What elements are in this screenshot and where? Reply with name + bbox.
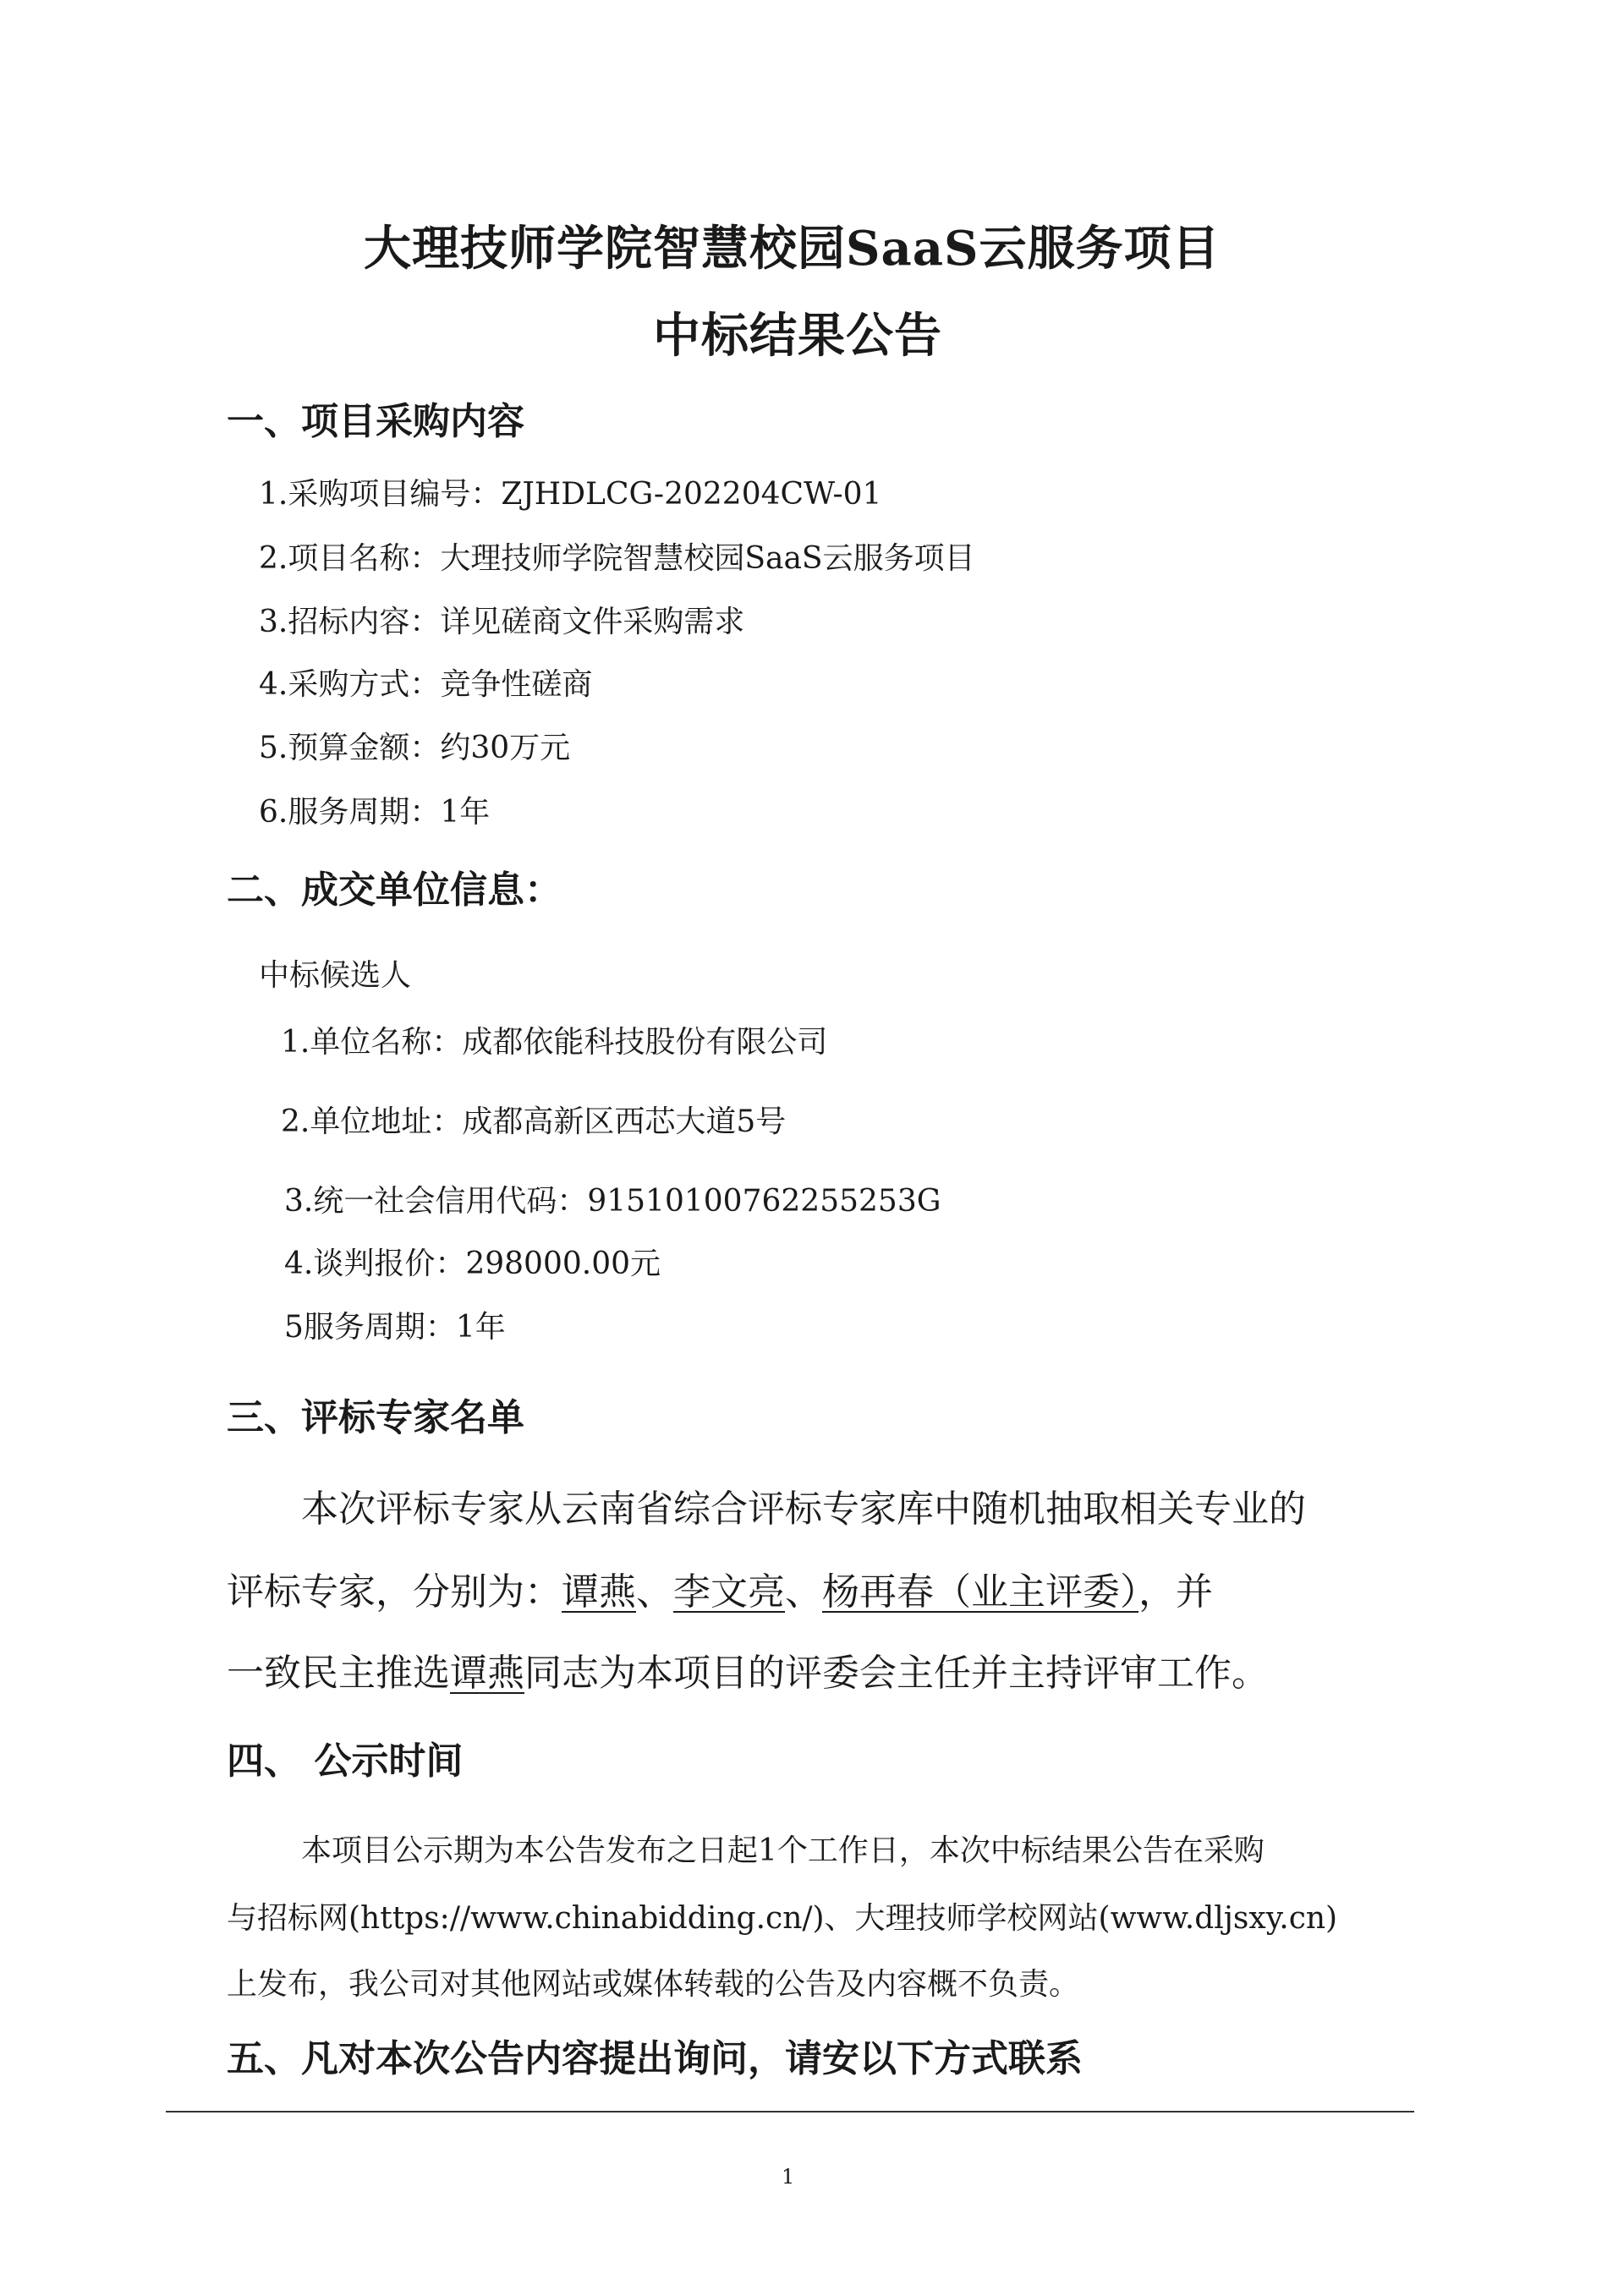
section1-item: 6.服务周期：1年: [259, 795, 491, 830]
section2-item: 2.单位地址：成都高新区西芯大道5号: [281, 1104, 787, 1139]
section4-paragraph-line: 与招标网(https://www.chinabidding.cn/)、大理技师学校网站(www.dljsxy.cn): [227, 1901, 1338, 1936]
committee-chair: 谭燕: [450, 1652, 524, 1695]
page-title-line2: 中标结果公告: [653, 308, 942, 364]
page-number: 1: [782, 2165, 795, 2189]
page-title-line1: 大理技师学院智慧校园SaaS云服务项目: [364, 221, 1221, 277]
section2-item: 5服务周期：1年: [284, 1310, 506, 1345]
section4-paragraph-line: 本项目公示期为本公告发布之日起1个工作日，本次中标结果公告在采购: [301, 1833, 1265, 1868]
expert-name: 杨再春（业主评委）: [822, 1570, 1138, 1614]
experts-intro: 评标专家，分别为：: [227, 1570, 562, 1614]
section4-paragraph-line: 上发布，我公司对其他网站或媒体转载的公告及内容概不负责。: [227, 1967, 1080, 2002]
expert-name: 李文亮: [673, 1570, 785, 1614]
section3-heading: 三、评标专家名单: [227, 1396, 524, 1439]
separator: 、: [636, 1570, 673, 1614]
section4-heading: 四、 公示时间: [227, 1740, 464, 1783]
section5-heading: 五、凡对本次公告内容提出询问，请安以下方式联系: [227, 2037, 1083, 2080]
section2-item: 4.谈判报价：298000.00元: [284, 1247, 661, 1281]
section1-item: 2.项目名称：大理技师学院智慧校园SaaS云服务项目: [259, 541, 975, 576]
section1-item: 5.预算金额：约30万元: [259, 731, 571, 765]
section2-subheading: 中标候选人: [259, 958, 412, 993]
experts-suffix: ，并: [1138, 1570, 1213, 1614]
chair-intro: 一致民主推选: [227, 1652, 450, 1695]
footer-divider: [166, 2111, 1414, 2112]
section1-item: 4.采购方式：竞争性磋商: [259, 667, 593, 702]
section1-item: 1.采购项目编号：ZJHDLCG-202204CW-01: [259, 477, 882, 512]
separator: 、: [785, 1570, 822, 1614]
section3-paragraph-line: [227, 1561, 1213, 1615]
expert-name: 谭燕: [562, 1570, 636, 1614]
section2-heading: 二、成交单位信息：: [227, 869, 562, 912]
section2-item: 1.单位名称：成都依能科技股份有限公司: [281, 1025, 828, 1060]
section1-item: 3.招标内容：详见磋商文件采购需求: [259, 605, 745, 639]
section2-item: 3.统一社会信用代码：91510100762255253G: [284, 1184, 941, 1219]
section3-paragraph-line: [227, 1642, 1269, 1696]
section1-heading: 一、项目采购内容: [227, 400, 524, 443]
section3-paragraph-line: 本次评标专家从云南省综合评标专家库中随机抽取相关专业的: [301, 1488, 1306, 1531]
chair-suffix: 同志为本项目的评委会主任并主持评审工作。: [524, 1652, 1269, 1695]
